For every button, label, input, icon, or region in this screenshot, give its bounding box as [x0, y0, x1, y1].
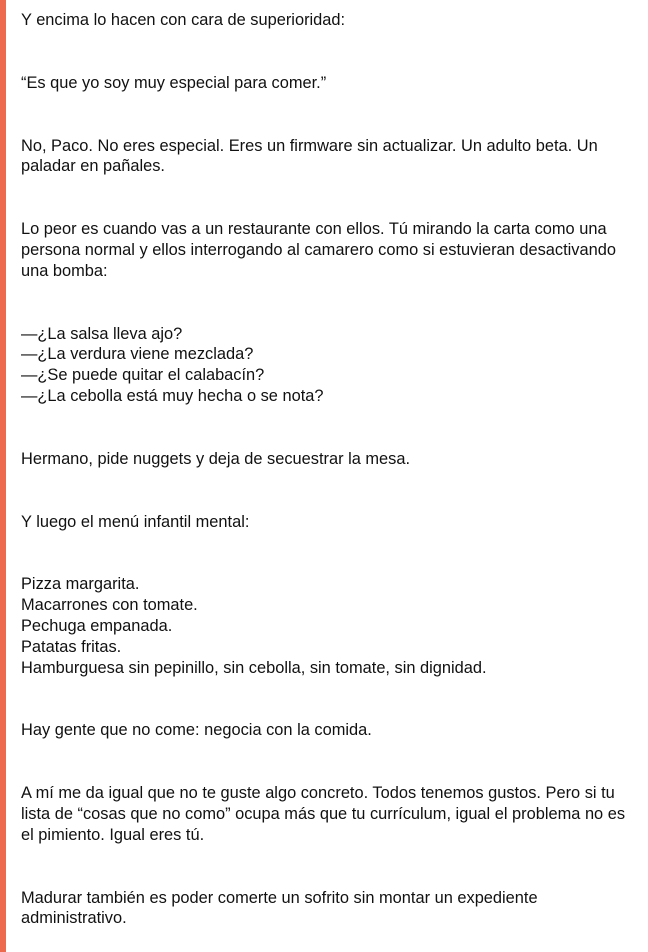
accent-bar [0, 0, 6, 952]
article-body [21, 10, 631, 929]
paragraph-intro: Y encima lo hacen con cara de superioridad: [21, 11, 346, 29]
paragraph-tastes: A mí me da igual que no te guste algo concreto. Todos tenemos gustos. Pero si tu lista de “cosas que no como” ocupa más que tu currículum, igual el problema no es el pimiento. Igual eres tú. [21, 784, 626, 844]
question-item: —¿La verdura viene mezclada? [21, 345, 254, 364]
question-item: —¿Se puede quitar el calabacín? [21, 366, 265, 385]
paragraph-menu-intro: Y luego el menú infantil mental: [21, 512, 250, 531]
menu-list [21, 574, 631, 678]
menu-item: Pizza margarita. [21, 575, 140, 594]
paragraph-restaurant: Lo peor es cuando vas a un restaurante con ellos. Tú mirando la carta como una persona normal y ellos interrogando al camarero como si estuvieran desactivando una bomba: [21, 220, 616, 280]
menu-item: Patatas fritas. [21, 637, 122, 656]
paragraph-quote: “Es que yo soy muy especial para comer.” [21, 73, 327, 92]
menu-item: Pechuga empanada. [21, 616, 173, 635]
paragraph-negotiate: Hay gente que no come: negocia con la comida. [21, 721, 372, 740]
menu-item: Macarrones con tomate. [21, 596, 198, 615]
paragraph-paco: No, Paco. No eres especial. Eres un firmware sin actualizar. Un adulto beta. Un paladar en pañales. [21, 136, 598, 176]
paragraph-mature: Madurar también es poder comerte un sofrito sin montar un expediente administrativo. [21, 888, 538, 928]
question-list [21, 324, 631, 407]
menu-item: Hamburguesa sin pepinillo, sin cebolla, sin tomate, sin dignidad. [21, 658, 487, 677]
question-item: —¿La salsa lleva ajo? [21, 324, 183, 343]
paragraph-nuggets: Hermano, pide nuggets y deja de secuestrar la mesa. [21, 449, 411, 468]
question-item: —¿La cebolla está muy hecha o se nota? [21, 386, 324, 405]
